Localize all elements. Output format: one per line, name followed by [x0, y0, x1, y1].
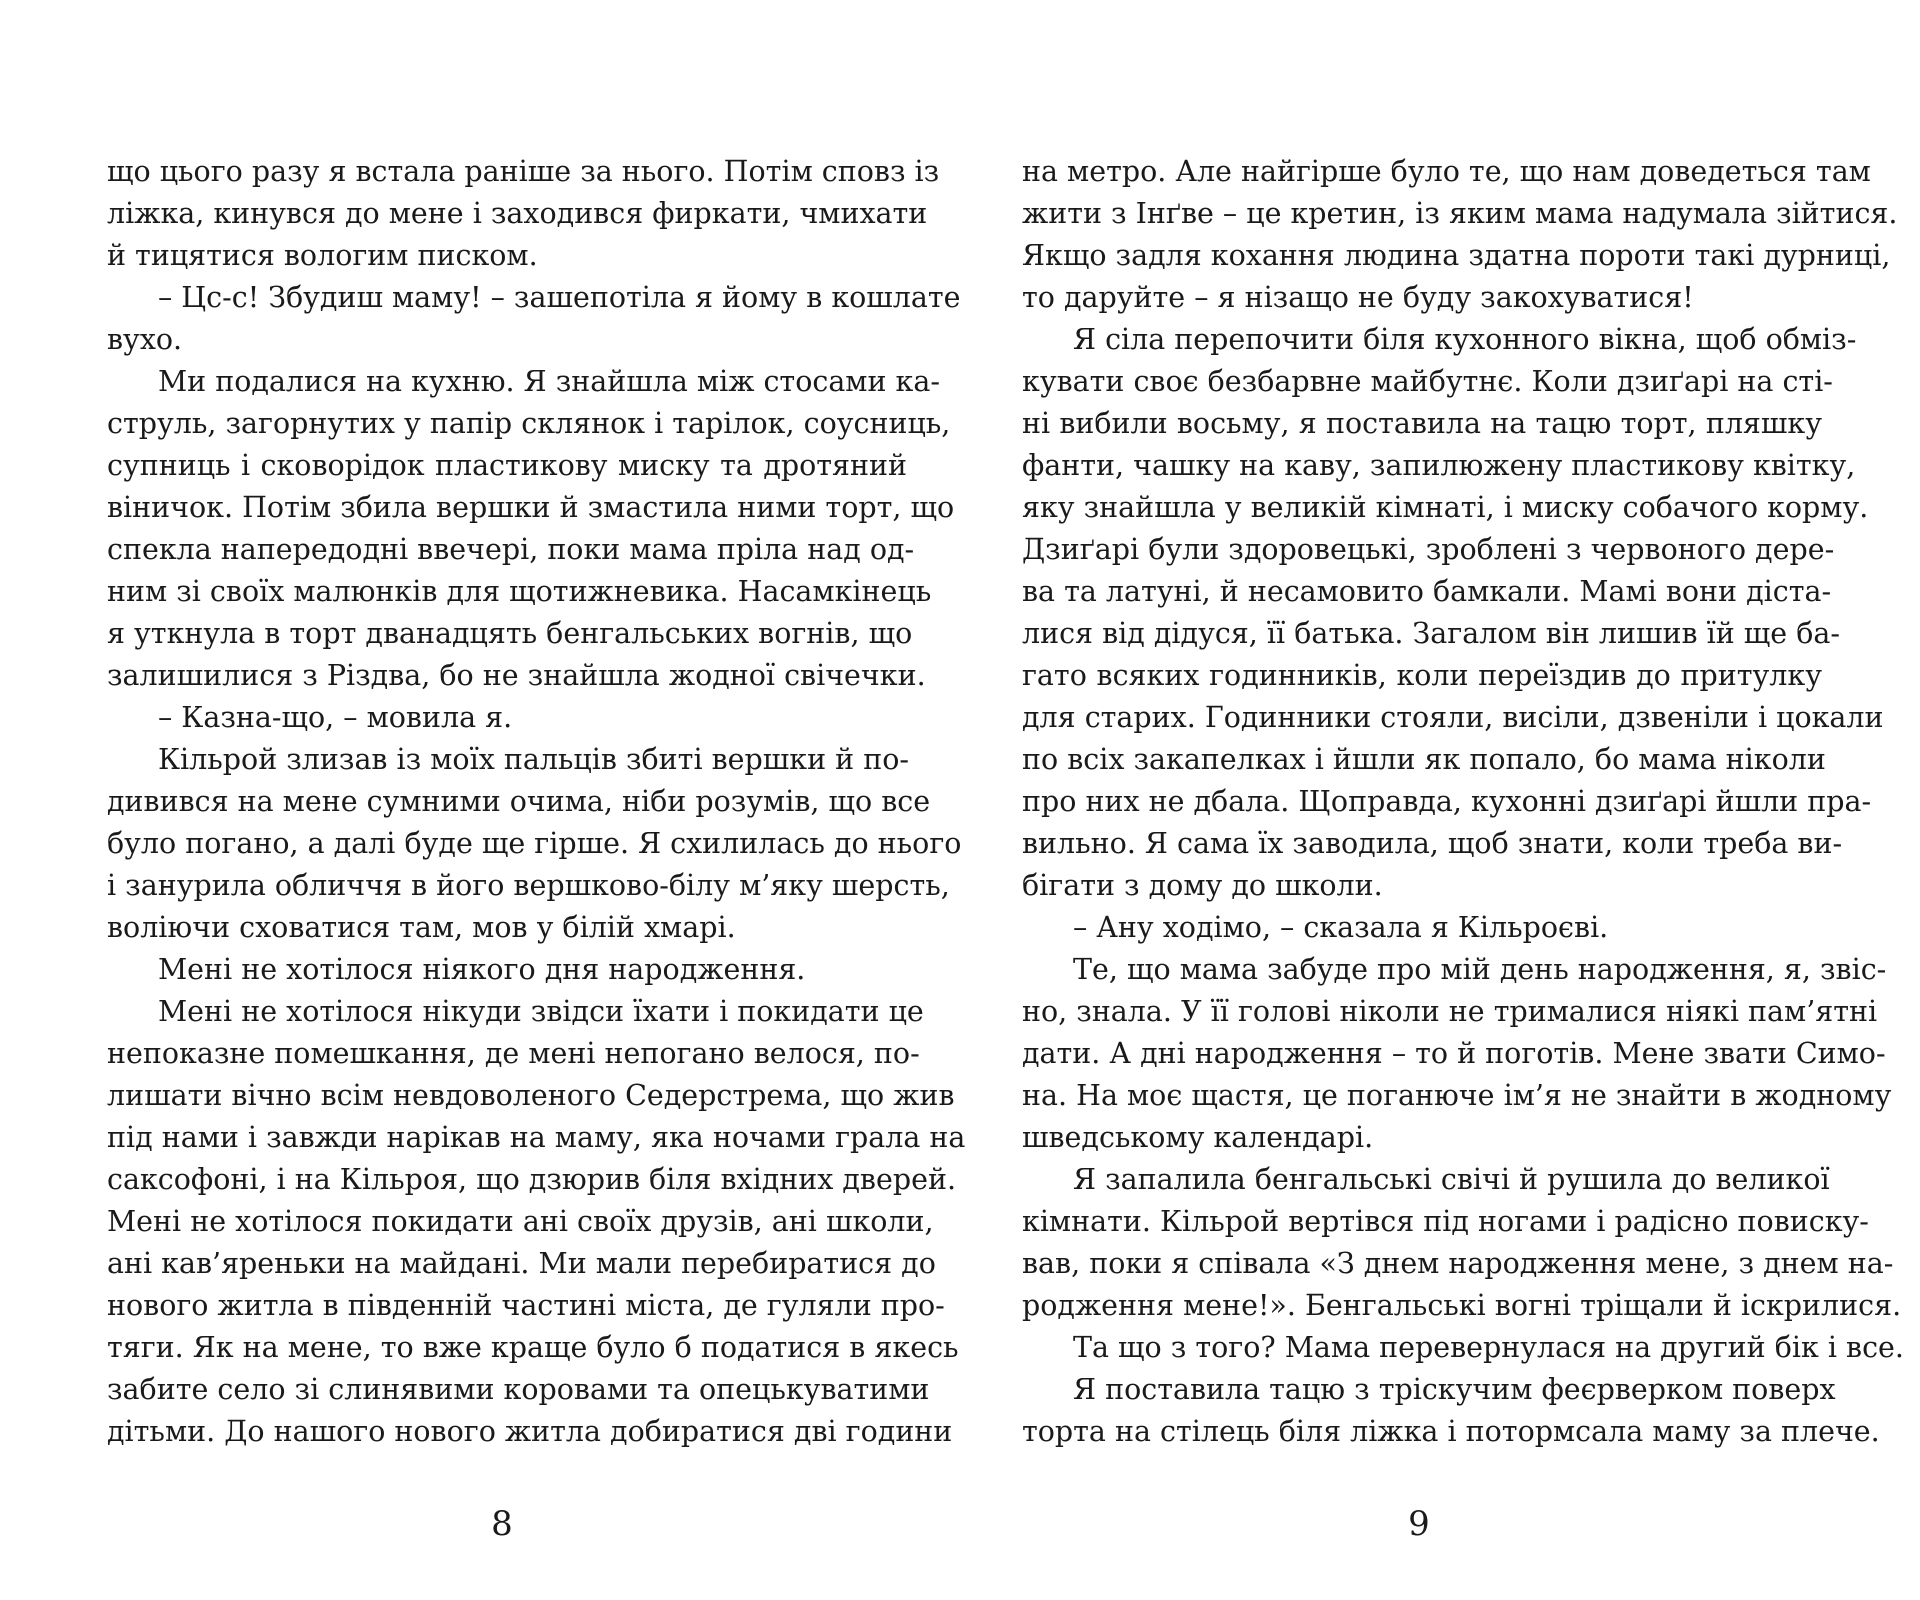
text-line: бігати з дому до школи. [1022, 869, 1383, 902]
text-line: дітьми. До нашого нового житла добиратися дві години [107, 1415, 953, 1448]
text-line: Я поставила тацю з тріскучим феєрверком поверх [1073, 1373, 1836, 1406]
text-line: супниць і сковорідок пластикову миску та дротяний [107, 449, 907, 482]
text-line: – Казна-що, – мовила я. [158, 701, 513, 734]
text-line: Кільрой злизав із моїх пальців збиті вершки й по- [158, 743, 909, 776]
text-line: лися від дідуся, її батька. Загалом він лишив їй ще ба- [1022, 617, 1840, 650]
text-line: ва та латуні, й несамовито бамкали. Мамі вони діста- [1022, 575, 1832, 608]
text-line: но, знала. У її голові ніколи не трималися ніякі пам’ятні [1022, 995, 1878, 1028]
text-line: ліжка, кинувся до мене і заходився фиркати, чмихати [107, 197, 928, 230]
text-line: – Цс-с! Збудиш маму! – зашепотіла я йому в кошлате [158, 281, 961, 314]
text-line: і занурила обличчя в його вершково-білу м’яку шерсть, [107, 869, 950, 902]
text-line: Мені не хотілося нікуди звідси їхати і покидати це [158, 995, 924, 1028]
text-line: на. На моє щастя, це поганюче ім’я не знайти в жодному [1022, 1079, 1892, 1112]
text-line: Дзиґарі були здоровецькі, зроблені з червоного дере- [1022, 533, 1835, 566]
text-line: торта на стілець біля ліжка і потормсала маму за плече. [1022, 1415, 1880, 1448]
text-line: для старих. Годинники стояли, висіли, дзвеніли і цокали [1022, 701, 1884, 734]
text-line: вав, поки я співала «З днем народження мене, з днем на- [1022, 1247, 1894, 1280]
text-line: Якщо задля кохання людина здатна пороти такі дурниці, [1022, 239, 1891, 272]
text-line: про них не дбала. Щоправда, кухонні дзиґарі йшли пра- [1022, 785, 1872, 818]
text-line: яку знайшла у великій кімнаті, і миску собачого корму. [1022, 491, 1869, 524]
text-line: то даруйте – я нізащо не буду закохуватися! [1022, 281, 1694, 314]
text-line: воліючи сховатися там, мов у білій хмарі. [107, 911, 736, 944]
text-line: забите село зі слинявими коровами та опецькуватими [107, 1373, 930, 1406]
text-line: ані кав’яреньки на майдані. Ми мали перебиратися до [107, 1247, 936, 1280]
text-line: ним зі своїх малюнків для щотижневика. Насамкінець [107, 575, 932, 608]
text-line: на метро. Але найгірше було те, що нам доведеться там [1022, 155, 1871, 188]
text-line: Мені не хотілося покидати ані своїх друзів, ані школи, [107, 1205, 934, 1238]
text-line: Мені не хотілося ніякого дня народження. [158, 953, 806, 986]
text-line: під нами і завжди нарікав на маму, яка ночами грала на [107, 1121, 966, 1154]
text-line: що цього разу я встала раніше за нього. Потім сповз із [107, 155, 940, 188]
text-line: віничок. Потім збила вершки й змастила ними торт, що [107, 491, 955, 524]
text-line: Я запалила бенгальські свічі й рушила до великої [1073, 1163, 1830, 1196]
text-line: жити з Інґве – це кретин, із яким мама надумала зійтися. [1022, 197, 1898, 230]
text-line: кімнати. Кільрой вертівся під ногами і радісно повиску- [1022, 1205, 1869, 1238]
text-line: кувати своє безбарвне майбутнє. Коли дзиґарі на сті- [1022, 365, 1833, 398]
left-page-text [107, 151, 966, 1453]
text-line: струль, загорнутих у папір склянок і тарілок, соусниць, [107, 407, 951, 440]
text-line: вухо. [107, 323, 183, 356]
text-line: родження мене!». Бенгальські вогні тріщали й іскрилися. [1022, 1289, 1902, 1322]
text-line: вильно. Я сама їх заводила, щоб знати, коли треба ви- [1022, 827, 1843, 860]
text-line: нового житла в південній частині міста, де гуляли про- [107, 1289, 945, 1322]
page-number-right: 9 [1408, 1504, 1430, 1544]
text-line: непоказне помешкання, де мені непогано велося, по- [107, 1037, 920, 1070]
text-line: й тицятися вологим писком. [107, 239, 538, 272]
text-line: по всіх закапелках і йшли як попало, бо мама ніколи [1022, 743, 1826, 776]
text-line: гато всяких годинників, коли переїздив до притулку [1022, 659, 1822, 692]
text-line: Та що з того? Мама перевернулася на другий бік і все. [1073, 1331, 1904, 1364]
right-page-text [1022, 151, 1904, 1453]
text-line: було погано, а далі буде ще гірше. Я схилилась до нього [107, 827, 962, 860]
text-line: спекла напередодні ввечері, поки мама пріла над од- [107, 533, 915, 566]
text-line: дати. А дні народження – то й поготів. Мене звати Симо- [1022, 1037, 1886, 1070]
text-line: саксофоні, і на Кільроя, що дзюрив біля вхідних дверей. [107, 1163, 957, 1196]
text-line: фанти, чашку на каву, запилюжену пластикову квітку, [1022, 449, 1856, 482]
text-line: ні вибили восьму, я поставила на тацю торт, пляшку [1022, 407, 1822, 440]
text-line: залишилися з Різдва, бо не знайшла жодної свічечки. [107, 659, 926, 692]
text-line: Я сіла перепочити біля кухонного вікна, щоб обміз- [1073, 323, 1857, 356]
text-line: Те, що мама забуде про мій день народження, я, звіс- [1073, 953, 1887, 986]
text-line: я уткнула в торт дванадцять бенгальських вогнів, що [107, 617, 913, 650]
text-line: шведському календарі. [1022, 1121, 1374, 1154]
text-line: дивився на мене сумними очима, ніби розумів, що все [107, 785, 931, 818]
text-line: тяги. Як на мене, то вже краще було б податися в якесь [107, 1331, 959, 1364]
text-line: – Ану ходімо, – сказала я Кільроєві. [1073, 911, 1609, 944]
text-line: лишати вічно всім невдоволеного Седерстрема, що жив [107, 1079, 955, 1112]
page-number-left: 8 [491, 1504, 513, 1544]
text-line: Ми подалися на кухню. Я знайшла між стосами ка- [158, 365, 940, 398]
